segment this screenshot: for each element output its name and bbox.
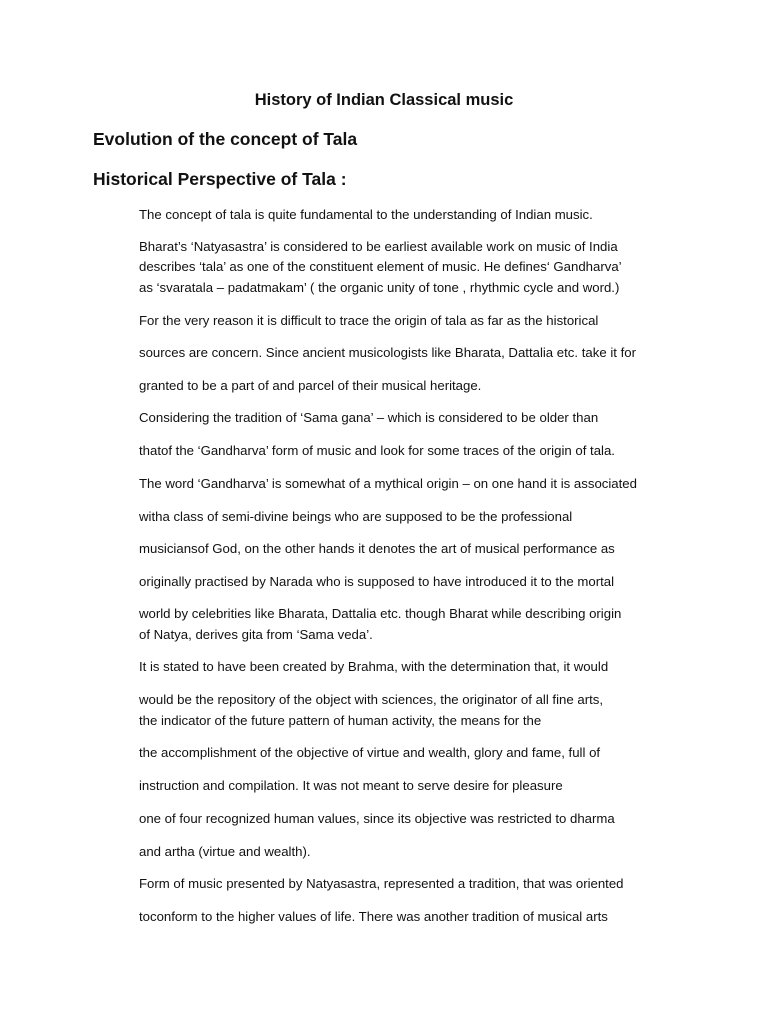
text-line: granted to be a part of and parcel of their musical heritage.: [139, 378, 482, 393]
text-line: For the very reason it is difficult to trace the origin of tala as far as the historical: [139, 313, 599, 328]
text-line: and artha (virtue and wealth).: [139, 844, 311, 859]
text-line: originally practised by Narada who is supposed to have introduced it to the mortal: [139, 574, 615, 589]
text-line: sources are concern. Since ancient musicologists like Bharata, Dattalia etc. take it for: [139, 345, 636, 360]
text-line: toconform to the higher values of life. There was another tradition of musical arts: [139, 909, 608, 924]
text-line: describes ‘tala’ as one of the constituent element of music. He defines‘ Gandharva’: [139, 259, 622, 274]
text-line: the indicator of the future pattern of human activity, the means for the: [139, 713, 542, 728]
text-line: world by celebrities like Bharata, Dattalia etc. though Bharat while describing origin: [139, 606, 622, 621]
section-heading: Evolution of the concept of Tala: [93, 129, 358, 149]
subsection-heading: Historical Perspective of Tala :: [93, 169, 347, 189]
text-line: It is stated to have been created by Brahma, with the determination that, it would: [139, 659, 609, 674]
text-line: The concept of tala is quite fundamental to the understanding of Indian music.: [139, 207, 593, 222]
text-line: of Natya, derives gita from ‘Sama veda’.: [139, 627, 373, 642]
text-line: would be the repository of the object with sciences, the originator of all fine arts,: [139, 692, 604, 707]
text-line: witha class of semi-divine beings who are supposed to be the professional: [139, 509, 573, 524]
text-line: Bharat’s ‘Natyasastra’ is considered to be earliest available work on music of India: [139, 239, 618, 254]
text-line: as ‘svaratala – padatmakam’ ( the organic unity of tone , rhythmic cycle and word.): [139, 280, 620, 295]
document-title: History of Indian Classical music: [254, 91, 514, 109]
text-line: Considering the tradition of ‘Sama gana’ – which is considered to be older than: [139, 410, 599, 425]
text-line: thatof the ‘Gandharva’ form of music and look for some traces of the origin of tala.: [139, 443, 615, 458]
text-line: instruction and compilation. It was not meant to serve desire for pleasure: [139, 778, 563, 793]
text-line: Form of music presented by Natyasastra, represented a tradition, that was oriented: [139, 876, 624, 891]
text-line: musiciansof God, on the other hands it denotes the art of musical performance as: [139, 541, 615, 556]
text-line: one of four recognized human values, since its objective was restricted to dharma: [139, 811, 615, 826]
text-line: the accomplishment of the objective of virtue and wealth, glory and fame, full of: [139, 745, 601, 760]
text-line: The word ‘Gandharva’ is somewhat of a mythical origin – on one hand it is associated: [139, 476, 637, 491]
